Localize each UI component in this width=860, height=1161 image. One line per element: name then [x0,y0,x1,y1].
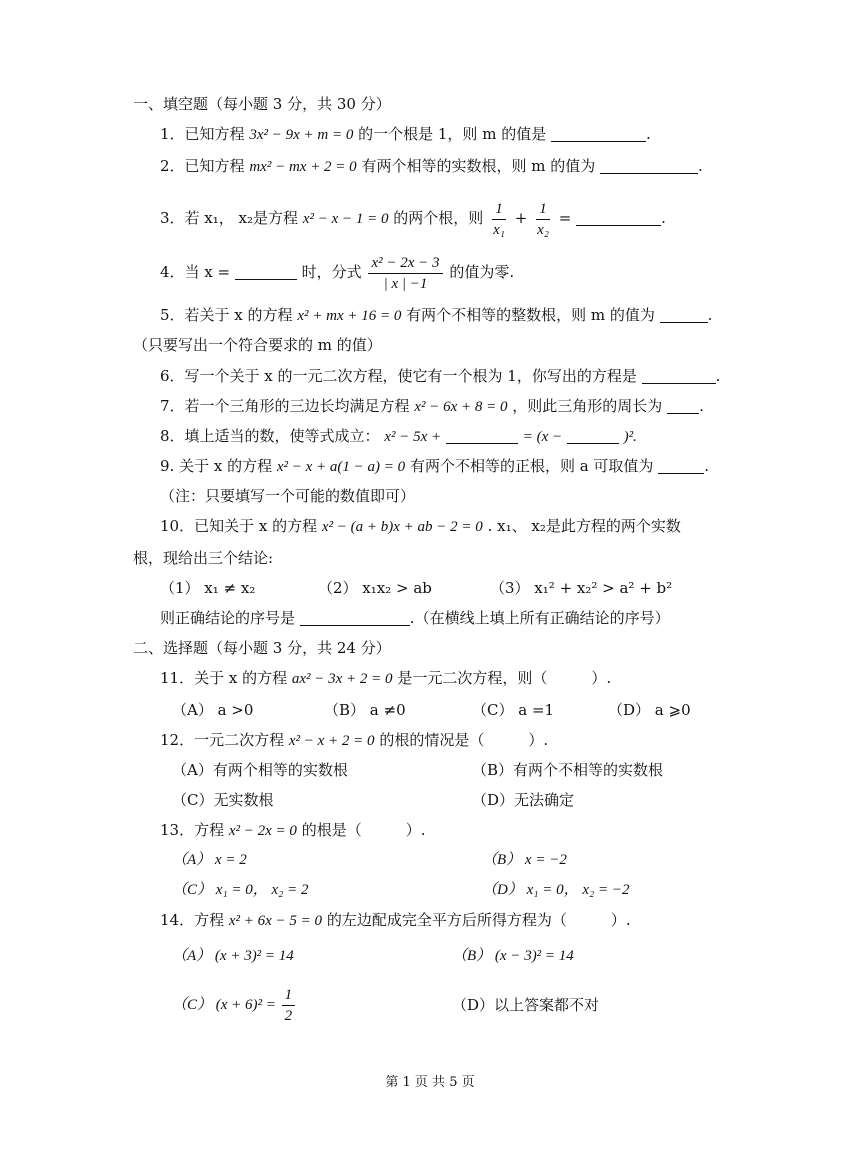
q10-equation: x² − (a + b)x + ab − 2 = 0 [321,519,483,535]
q13-option-d[interactable]: （D） x₁ = 0， x₂ = −2 [482,882,630,898]
q14-close: ）. [610,911,631,929]
q11-option-a[interactable]: （A） a >0 [172,701,254,719]
q2-equation: mx² − mx + 2 = 0 [249,159,357,175]
q8-equation-3: )². [623,429,637,445]
q7-text-2: ，则此三角形的周长为 [512,397,663,415]
q3-plus: + [514,209,528,227]
q12-text: 12．一元二次方程 [160,731,285,749]
q14-option-c[interactable] [172,983,297,1027]
q7-answer-blank[interactable] [667,397,699,414]
q14-equation: x² + 6x − 5 = 0 [228,913,323,929]
q7-end: . [699,397,704,415]
q13-option-b[interactable]: （B） x = −2 [482,852,567,868]
q4-text: 4．当 x = [160,263,231,281]
q12-equation: x² − x + 2 = 0 [288,733,375,749]
question-14 [160,910,631,931]
section-choice-heading: 二、选择题（每小题 3 分，共 24 分） [133,639,391,657]
q4-f-num: x² − 2x − 3 [368,253,442,274]
q5-note: （只要写出一个符合要求的 m 的值） [133,336,382,354]
question-6 [160,366,720,386]
q3-f1-num: 1 [492,199,506,220]
q14-c-num: 1 [282,985,296,1006]
q14-option-d[interactable]: （D）以上答案都不对 [452,996,600,1014]
q13-text: 13．方程 [160,821,225,839]
q8-answer-blank-2[interactable] [567,427,619,444]
q14-c-den: 2 [284,1008,293,1025]
q11-option-c[interactable]: （C） a =1 [472,701,555,719]
q9-text-2: 有两个不相等的正根，则 a 可取值为 [409,457,654,475]
q1-end: . [645,125,651,143]
question-9 [160,456,709,477]
q3-f2-den: x₂ [537,221,549,238]
question-13 [160,820,426,841]
q9-end: . [704,457,709,475]
q14-option-a[interactable]: （A） (x + 3)² = 14 [172,948,294,964]
q3-fraction-1 [490,199,508,240]
q12-option-a[interactable]: （A）有两个相等的实数根 [172,761,348,779]
q11-close: ）. [591,669,612,687]
question-2 [160,156,703,177]
q3-equation: x² − x − 1 = 0 [302,211,389,227]
question-5 [160,305,712,326]
q13-option-c[interactable]: （C） x₁ = 0， x₂ = 2 [172,882,309,898]
q10-text: 10．已知关于 x 的方程 [160,517,318,535]
question-7 [160,396,704,417]
q11-text-2: 是一元二次方程，则（ [397,669,548,687]
q5-end: . [707,306,713,324]
q12-text-2: 的根的情况是（ [379,731,485,749]
q9-equation: x² − x + a(1 − a) = 0 [276,459,406,475]
q3-equals: = [558,209,572,227]
question-12 [160,730,548,751]
q1-equation: 3x² − 9x + m = 0 [249,127,354,143]
q13-text-2: 的根是（ [301,821,362,839]
q5-text: 5．若关于 x 的方程 [160,306,293,324]
q14-text-2: 的左边配成完全平方后所得方程为（ [326,911,567,929]
q10-answer-blank[interactable] [300,609,410,626]
q10-ask-text: 则正确结论的序号是 [160,609,296,627]
q11-option-b[interactable]: （B） a ≠0 [324,701,406,719]
q4-answer-blank[interactable] [235,263,297,280]
q2-answer-blank[interactable] [600,157,698,174]
q2-end: . [698,157,703,175]
page-footer: 第 1 页 共 5 页 [385,1075,475,1090]
q6-end: . [715,367,721,385]
q1-text: 1．已知方程 [160,125,245,143]
q13-option-a[interactable]: （A） x = 2 [172,852,247,868]
q10-conclusion-1: （1） x₁ ≠ x₂ [160,579,256,597]
question-4 [160,250,514,294]
q3-fraction-2 [534,199,552,240]
q10-line-2: 根，现给出三个结论: [133,549,274,567]
q12-option-d[interactable]: （D）无法确定 [472,791,575,809]
q10-ask-end: .（在横线上填上所有正确结论的序号） [409,609,670,627]
q5-text-2: 有两个不相等的整数根，则 m 的值为 [406,306,655,324]
q12-option-c[interactable]: （C）无实数根 [172,791,274,809]
q9-text: 9. 关于 x 的方程 [160,457,273,475]
q7-text: 7．若一个三角形的三边长均满足方程 [160,397,410,415]
q4-fraction [368,253,442,294]
question-1 [160,124,651,145]
q8-equation-2: = (x − [522,429,563,445]
question-8 [160,426,637,447]
q13-equation: x² − 2x = 0 [228,823,297,839]
q10-text-2: . x₁、 x₂是此方程的两个实数 [487,517,681,535]
q14-option-b[interactable]: （B） (x − 3)² = 14 [452,948,574,964]
q3-f1-den: x₁ [493,221,505,238]
q2-text: 2．已知方程 [160,157,245,175]
q3-text-2: 的两个根，则 [393,209,484,227]
q1-text-2: 的一个根是 1，则 m 的值是 [358,125,547,143]
q11-option-d[interactable]: （D） a ⩾0 [608,701,691,719]
q3-answer-blank[interactable] [576,209,661,226]
q8-equation: x² − 5x + [384,429,442,445]
q10-ask [160,608,670,628]
q8-text: 8．填上适当的数，使等式成立： [160,427,380,445]
q7-equation: x² − 6x + 8 = 0 [414,399,508,415]
q12-option-b[interactable]: （B）有两个不相等的实数根 [472,761,664,779]
q3-f2-num: 1 [536,199,550,220]
q9-answer-blank[interactable] [658,457,704,474]
q11-text: 11．关于 x 的方程 [160,669,288,687]
q6-answer-blank[interactable] [642,367,716,384]
q6-text: 6．写一个关于 x 的一元二次方程，使它有一个根为 1，你写出的方程是 [160,367,637,385]
question-10 [160,516,681,537]
q5-equation: x² + mx + 16 = 0 [297,308,402,324]
q14-option-c-fraction [282,985,296,1026]
q4-text-3: 的值为零. [449,263,515,281]
q14-text: 14．方程 [160,911,225,929]
q5-answer-blank[interactable] [660,306,708,323]
q12-close: ）. [528,731,549,749]
q3-text: 3．若 x₁， x₂是方程 [160,209,299,227]
q10-conclusion-2: （2） x₁x₂ > ab [318,579,432,597]
q4-text-2: 时，分式 [301,263,362,281]
q2-text-2: 有两个相等的实数根，则 m 的值为 [361,157,596,175]
q4-f-den: | x | −1 [383,275,428,292]
q14-option-c-text: （C） (x + 6)² = [172,997,276,1013]
q3-end: . [661,209,666,227]
section-fill-heading: 一、填空题（每小题 3 分，共 30 分） [133,95,391,113]
q10-conclusion-3: （3） x₁² + x₂² > a² + b² [490,579,673,597]
q1-answer-blank[interactable] [551,125,646,142]
q13-close: ）. [405,821,426,839]
question-3 [160,196,666,240]
question-11 [160,668,611,689]
q9-note: （注：只要填写一个可能的数值即可） [160,487,416,505]
q8-answer-blank-1[interactable] [446,427,518,444]
q11-equation: ax² − 3x + 2 = 0 [291,671,393,687]
